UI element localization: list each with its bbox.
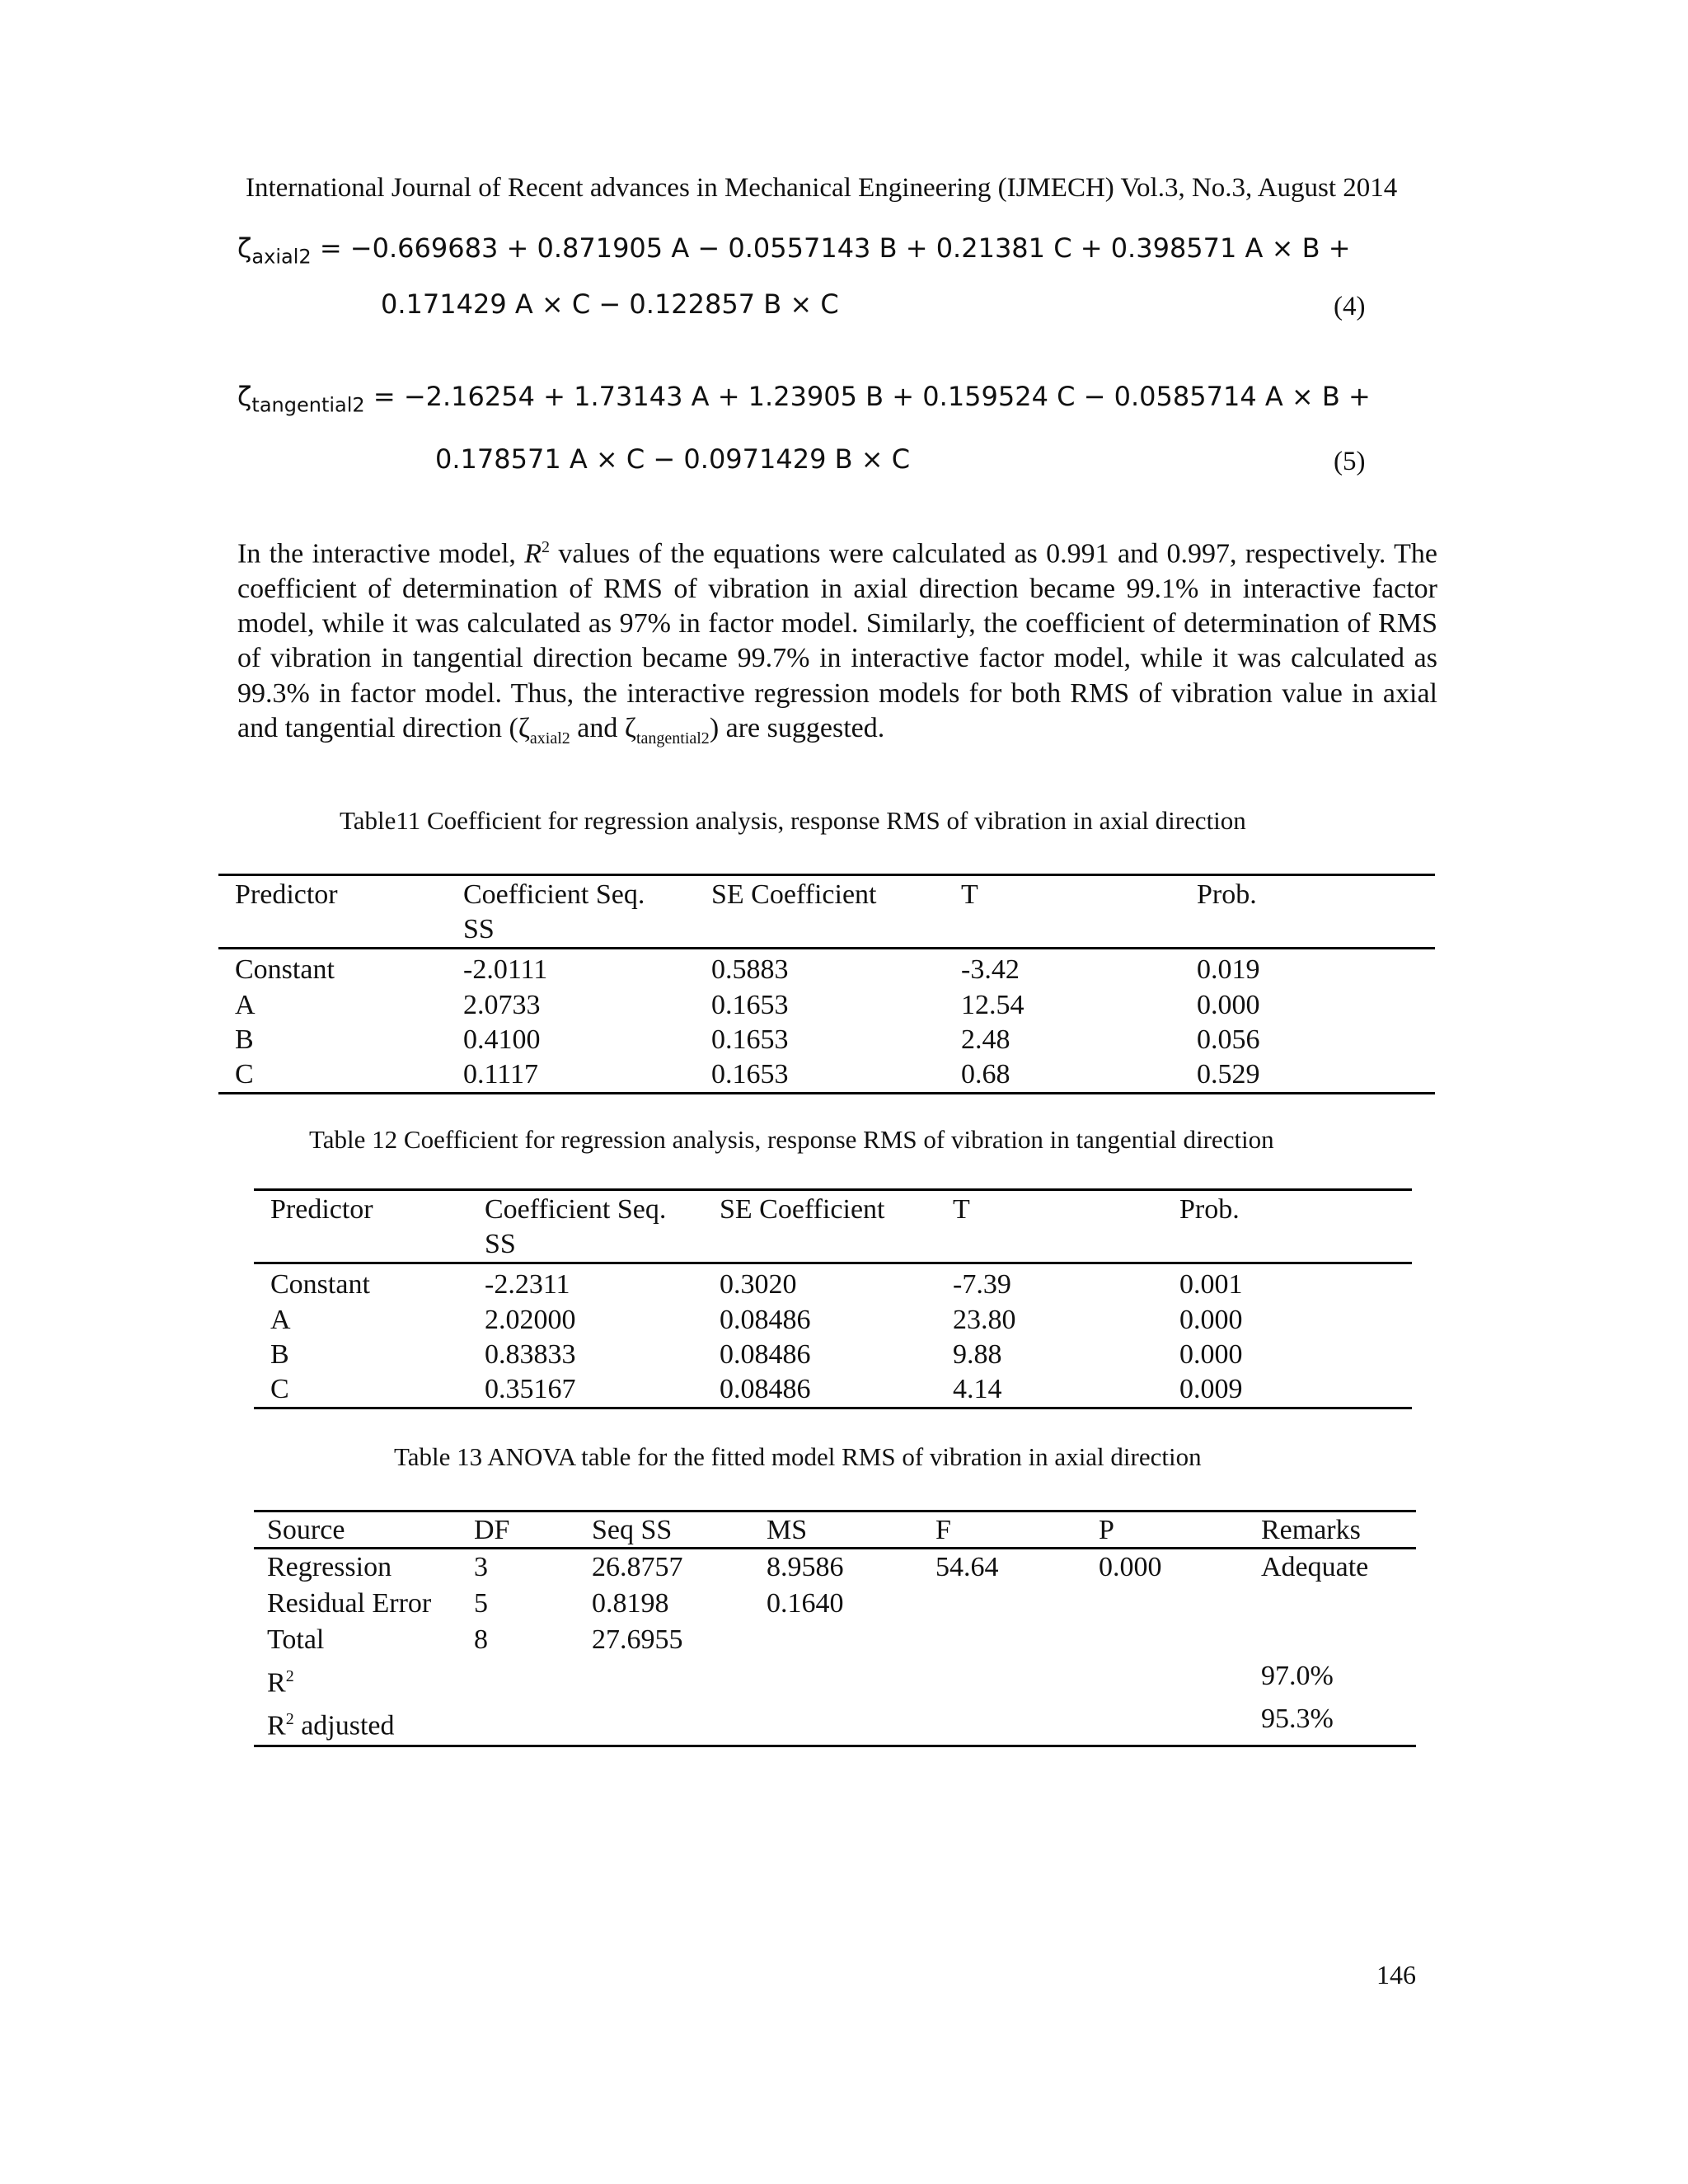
running-header: International Journal of Recent advances in Mechanical Engineering (IJMECH) Vol.3, No.3, August 2014: [246, 173, 1398, 203]
header-cell: Predictor: [218, 875, 463, 949]
table-cell: [767, 1701, 935, 1746]
table-cell: A: [235, 990, 256, 1020]
table-13: [254, 1510, 1416, 1747]
table-cell: 0.08486: [720, 1339, 811, 1370]
table-cell: 0.8198: [592, 1588, 669, 1619]
table-cell: Residual Error: [267, 1588, 432, 1619]
table-13-caption: Table 13 ANOVA table for the fitted model RMS of vibration in axial direction: [394, 1442, 1202, 1471]
table-cell: 0.4100: [463, 1024, 541, 1055]
para-zeta-tangential: ζ: [624, 712, 636, 743]
table-cell: [935, 1701, 1099, 1746]
table-cell: 0.000: [1197, 990, 1260, 1020]
table-cell: 0.009: [1179, 1372, 1412, 1408]
header-cell-line: SS: [485, 1229, 516, 1259]
r2-adjusted-label: [254, 1701, 474, 1746]
table-cell: [474, 1701, 592, 1746]
r2-superscript: 2: [285, 1667, 294, 1685]
table-cell: 0.000: [1099, 1552, 1162, 1582]
header-cell: [463, 875, 711, 949]
table-cell: [1099, 1701, 1261, 1746]
header-cell: T: [961, 875, 1197, 949]
header-cell: T: [953, 1190, 1179, 1263]
table-cell: [935, 1586, 1099, 1622]
header-cell: Seq SS: [592, 1511, 767, 1549]
r2-label: [254, 1658, 474, 1701]
table-row: [254, 1372, 1412, 1408]
r2-adjusted-value: 95.3%: [1261, 1701, 1416, 1746]
table-row: [254, 1586, 1416, 1622]
table-cell: 12.54: [961, 990, 1025, 1020]
header-cell-line: SS: [463, 914, 495, 944]
table-cell: B: [235, 1024, 254, 1055]
header-cell: Prob.: [1179, 1190, 1412, 1263]
equation-5-symbol: ζ: [237, 381, 252, 412]
body-paragraph: [237, 530, 1437, 756]
table-cell: 0.08486: [720, 1372, 953, 1408]
r2-letter: R: [267, 1667, 286, 1699]
table-cell: 0.001: [1179, 1269, 1243, 1300]
table-cell: [935, 1658, 1099, 1701]
table-row: [218, 1023, 1435, 1057]
header-cell: F: [935, 1511, 1099, 1549]
header-cell: Remarks: [1261, 1511, 1416, 1549]
table-cell: 0.1640: [767, 1588, 844, 1619]
table-cell: [1261, 1586, 1416, 1622]
table-cell: 3: [474, 1552, 488, 1582]
para-text-1: In the interactive model,: [237, 538, 525, 569]
equation-5-number: (5): [1334, 447, 1366, 476]
table-cell: Constant: [235, 954, 335, 985]
header-cell: SE Coefficient: [711, 875, 961, 949]
table-12-caption: Table 12 Coefficient for regression analysis, response RMS of vibration in tangential direction: [309, 1125, 1274, 1154]
table-header-row: [218, 875, 1435, 949]
para-text-2: values of the equations were calculated as 0.991 and 0.997, respectively. The coefficient of determination of RMS of vibration in axial direction became 99.1% in interactive factor model, while it was calculated as 97% in factor model. Similarly, the coefficient of determination of RMS of vibration in tangential direction became 99.7% in interactive factor model, while it was calculated as 99.3% in factor model. Thus, the interactive regression models for both RMS of vibration value in axial and tangential direction (: [237, 538, 1437, 743]
equation-5-rhs-1: = −2.16254 + 1.73143 A + 1.23905 B + 0.159524 C − 0.0585714 A × B +: [373, 381, 1371, 412]
table-cell: 27.6955: [592, 1624, 683, 1655]
table-cell: 2.48: [961, 1024, 1010, 1055]
para-text-4: ) are suggested.: [709, 712, 885, 743]
table-cell: Adequate: [1261, 1552, 1369, 1582]
table-cell: [767, 1622, 935, 1658]
table-cell: [592, 1701, 767, 1746]
table-cell: 0.1653: [711, 1057, 961, 1094]
para-r-superscript: 2: [542, 538, 551, 556]
table-cell: 8: [474, 1624, 488, 1655]
table-cell: [1261, 1622, 1416, 1658]
header-cell-line: Coefficient Seq.: [463, 879, 645, 910]
header-cell: MS: [767, 1511, 935, 1549]
table-cell: 9.88: [953, 1339, 1002, 1370]
r2adj-letter: R: [267, 1710, 286, 1741]
table-row: [254, 1622, 1416, 1658]
table-cell: 0.35167: [485, 1372, 720, 1408]
para-sub-axial: axial2: [529, 729, 570, 748]
table-12: [254, 1188, 1412, 1409]
table-cell: 0.83833: [485, 1339, 576, 1370]
table-row: [254, 1549, 1416, 1586]
header-cell: [485, 1190, 720, 1263]
table-cell: B: [270, 1339, 289, 1370]
header-cell: DF: [474, 1511, 592, 1549]
table-cell: -7.39: [953, 1269, 1011, 1300]
para-zeta-axial: ζ: [518, 712, 530, 743]
table-cell: C: [254, 1372, 485, 1408]
page-number: 146: [1376, 1960, 1416, 1990]
header-cell: Source: [254, 1511, 474, 1549]
table-cell: C: [218, 1057, 463, 1094]
table-cell: [767, 1658, 935, 1701]
table-cell: -3.42: [961, 954, 1020, 985]
table-cell: [474, 1658, 592, 1701]
r2adj-superscript: 2: [285, 1710, 294, 1729]
header-cell: Predictor: [254, 1190, 485, 1263]
r2adj-suffix: adjusted: [293, 1710, 395, 1741]
table-11: [218, 874, 1435, 1094]
table-row: [218, 1057, 1435, 1094]
table-cell: 0.3020: [720, 1269, 797, 1300]
table-cell: Regression: [267, 1552, 392, 1582]
header-cell-line: Coefficient Seq.: [485, 1194, 667, 1225]
table-row-r2: [254, 1658, 1416, 1701]
table-cell: 0.1653: [711, 1024, 789, 1055]
equation-4-symbol: ζ: [237, 232, 252, 264]
table-cell: 26.8757: [592, 1552, 683, 1582]
header-cell: Prob.: [1197, 875, 1435, 949]
table-cell: A: [270, 1305, 291, 1335]
table-row: [254, 1338, 1412, 1372]
table-cell: 0.68: [961, 1057, 1197, 1094]
table-cell: [935, 1622, 1099, 1658]
equation-4-rhs-1: = −0.669683 + 0.871905 A − 0.0557143 B + 0.21381 C + 0.398571 A × B +: [319, 232, 1351, 264]
table-cell: 2.02000: [485, 1305, 576, 1335]
equation-4-line-1: [237, 232, 1351, 268]
table-cell: 0.1117: [463, 1057, 711, 1094]
header-cell: P: [1099, 1511, 1261, 1549]
table-header-row: [254, 1511, 1416, 1549]
table-cell: 2.0733: [463, 990, 541, 1020]
para-text-3: and: [570, 712, 625, 743]
header-cell: SE Coefficient: [720, 1190, 953, 1263]
table-cell: 0.019: [1197, 954, 1260, 985]
table-row-r2-adjusted: [254, 1701, 1416, 1746]
r2-value: 97.0%: [1261, 1661, 1334, 1691]
table-cell: Constant: [270, 1269, 370, 1300]
table-cell: [592, 1658, 767, 1701]
para-sub-tangential: tangential2: [635, 729, 710, 748]
equation-5-line-2: 0.178571 A × C − 0.0971429 B × C: [435, 443, 911, 475]
equation-4-line-2: 0.171429 A × C − 0.122857 B × C: [381, 288, 839, 320]
table-cell: 0.5883: [711, 954, 789, 985]
equation-4-number: (4): [1334, 292, 1366, 321]
table-11-caption: Table11 Coefficient for regression analysis, response RMS of vibration in axial direction: [340, 806, 1246, 835]
table-cell: [1099, 1586, 1261, 1622]
equation-5-line-1: [237, 381, 1371, 416]
table-header-row: [254, 1190, 1412, 1263]
table-cell: 23.80: [953, 1305, 1016, 1335]
equation-4-subscript: axial2: [251, 245, 312, 269]
table-cell: -2.2311: [485, 1269, 570, 1300]
table-cell: 0.08486: [720, 1305, 811, 1335]
table-cell: [1099, 1658, 1261, 1701]
equation-5-subscript: tangential2: [251, 393, 365, 417]
table-cell: [1099, 1622, 1261, 1658]
table-cell: 5: [474, 1588, 488, 1619]
table-cell: Total: [267, 1624, 325, 1655]
table-row: [218, 949, 1435, 989]
table-cell: 0.000: [1179, 1339, 1243, 1370]
table-cell: 0.529: [1197, 1057, 1435, 1094]
table-row: [218, 988, 1435, 1023]
table-cell: 0.000: [1179, 1305, 1243, 1335]
table-row: [254, 1303, 1412, 1338]
table-row: [254, 1263, 1412, 1304]
para-r-symbol: R: [524, 538, 542, 569]
table-cell: 0.1653: [711, 990, 789, 1020]
table-cell: 8.9586: [767, 1552, 844, 1582]
table-cell: -2.0111: [463, 954, 548, 985]
table-cell: 54.64: [935, 1552, 999, 1582]
table-cell: 0.056: [1197, 1024, 1260, 1055]
table-cell: 4.14: [953, 1372, 1179, 1408]
